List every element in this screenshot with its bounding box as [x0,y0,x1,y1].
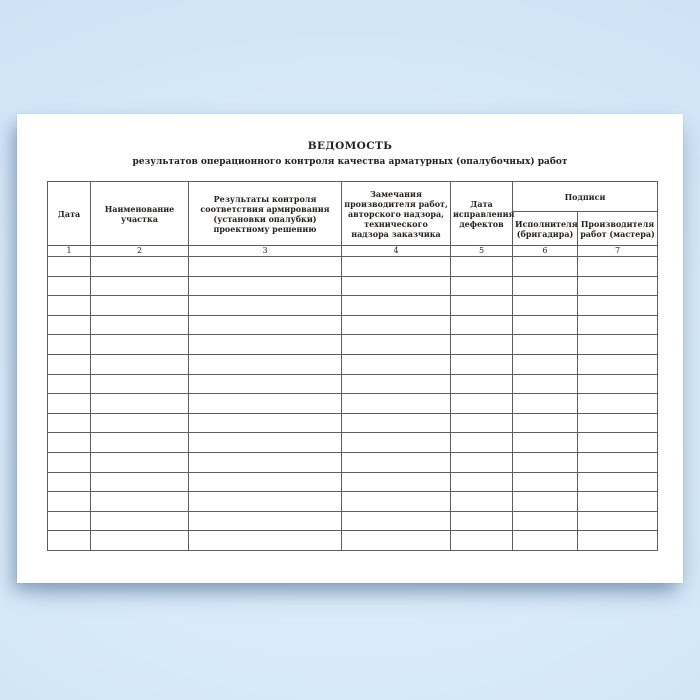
empty-cell [451,531,513,551]
empty-cell [342,413,451,433]
empty-cell [513,511,578,531]
empty-cell [342,276,451,296]
empty-cell [91,531,189,551]
col-header-defect-fix-date: Дата исправления дефектов [451,182,513,246]
empty-cell [451,452,513,472]
table-header [48,182,658,257]
empty-cell [91,413,189,433]
empty-cell [189,374,342,394]
empty-data-row [48,257,658,277]
empty-cell [189,257,342,277]
col-header-control-results: Результаты контроля соответствия армирования (установки опалубки) проектному решению [189,182,342,246]
empty-cell [48,257,91,277]
empty-cell [91,276,189,296]
empty-cell [451,335,513,355]
column-number: 1 [48,246,91,257]
table-body [48,257,658,551]
empty-cell [451,354,513,374]
empty-cell [342,472,451,492]
empty-cell [91,433,189,453]
empty-data-row [48,296,658,316]
empty-cell [91,296,189,316]
empty-cell [91,452,189,472]
empty-cell [91,374,189,394]
empty-data-row [48,374,658,394]
empty-cell [189,492,342,512]
empty-cell [451,433,513,453]
empty-cell [189,433,342,453]
empty-cell [189,472,342,492]
empty-cell [48,413,91,433]
empty-cell [189,276,342,296]
empty-cell [48,511,91,531]
empty-cell [91,511,189,531]
empty-cell [451,413,513,433]
empty-cell [48,335,91,355]
empty-cell [189,413,342,433]
empty-cell [513,531,578,551]
empty-cell [578,335,658,355]
column-number: 7 [578,246,658,257]
document-page [17,114,683,583]
empty-cell [578,531,658,551]
empty-cell [513,452,578,472]
control-results-table [47,181,658,551]
empty-cell [578,511,658,531]
header-row-main [48,182,658,212]
header-row-column-numbers [48,246,658,257]
empty-cell [342,257,451,277]
empty-cell [342,531,451,551]
col-header-foreman-signature: Производителя работ (мастера) [578,212,658,246]
empty-cell [451,511,513,531]
empty-cell [91,257,189,277]
empty-cell [578,413,658,433]
col-header-section-name: Наименование участка [91,182,189,246]
empty-cell [578,374,658,394]
empty-cell [48,433,91,453]
empty-cell [578,433,658,453]
empty-cell [513,472,578,492]
empty-cell [578,276,658,296]
empty-cell [578,296,658,316]
col-header-signatures-group: Подписи [513,182,658,212]
empty-cell [513,492,578,512]
empty-data-row [48,394,658,414]
empty-cell [91,315,189,335]
empty-data-row [48,433,658,453]
col-header-date: Дата [48,182,91,246]
empty-cell [189,394,342,414]
col-header-executor-signature: Исполнителя (бригадира) [513,212,578,246]
empty-data-row [48,492,658,512]
empty-cell [342,492,451,512]
empty-cell [342,374,451,394]
empty-cell [578,452,658,472]
empty-cell [189,296,342,316]
empty-cell [451,315,513,335]
column-number: 2 [91,246,189,257]
empty-cell [48,276,91,296]
empty-data-row [48,452,658,472]
column-number: 3 [189,246,342,257]
empty-cell [91,472,189,492]
empty-cell [91,335,189,355]
column-number: 5 [451,246,513,257]
empty-cell [189,452,342,472]
empty-cell [342,296,451,316]
empty-data-row [48,354,658,374]
empty-cell [451,492,513,512]
column-number: 4 [342,246,451,257]
document-subtitle: результатов операционного контроля качества арматурных (опалубочных) работ [132,157,568,167]
empty-cell [451,296,513,316]
empty-cell [48,452,91,472]
empty-cell [342,315,451,335]
empty-cell [48,472,91,492]
empty-cell [48,531,91,551]
empty-cell [342,452,451,472]
empty-cell [451,394,513,414]
empty-cell [513,276,578,296]
empty-cell [342,394,451,414]
empty-cell [513,257,578,277]
empty-cell [578,492,658,512]
empty-cell [342,335,451,355]
empty-cell [48,492,91,512]
empty-cell [342,433,451,453]
empty-cell [578,315,658,335]
empty-cell [513,413,578,433]
empty-cell [342,354,451,374]
empty-cell [578,354,658,374]
empty-cell [48,354,91,374]
empty-data-row [48,335,658,355]
empty-cell [91,354,189,374]
column-number: 6 [513,246,578,257]
empty-cell [513,335,578,355]
empty-data-row [48,472,658,492]
empty-cell [513,315,578,335]
empty-cell [513,374,578,394]
empty-cell [513,394,578,414]
empty-cell [451,276,513,296]
col-header-remarks: Замечания производителя работ, авторского надзора, технического надзора заказчика [342,182,451,246]
empty-cell [451,257,513,277]
empty-cell [48,374,91,394]
empty-cell [189,315,342,335]
empty-cell [48,394,91,414]
empty-data-row [48,315,658,335]
empty-cell [189,531,342,551]
empty-data-row [48,511,658,531]
empty-data-row [48,531,658,551]
empty-cell [513,433,578,453]
empty-cell [48,296,91,316]
empty-data-row [48,413,658,433]
empty-cell [451,472,513,492]
empty-data-row [48,276,658,296]
empty-cell [189,511,342,531]
empty-cell [513,296,578,316]
empty-cell [189,354,342,374]
empty-cell [91,394,189,414]
empty-cell [342,511,451,531]
empty-cell [91,492,189,512]
empty-cell [451,374,513,394]
empty-cell [513,354,578,374]
document-title: ВЕДОМОСТЬ [307,140,393,152]
empty-cell [189,335,342,355]
empty-cell [48,315,91,335]
empty-cell [578,472,658,492]
empty-cell [578,394,658,414]
empty-cell [578,257,658,277]
